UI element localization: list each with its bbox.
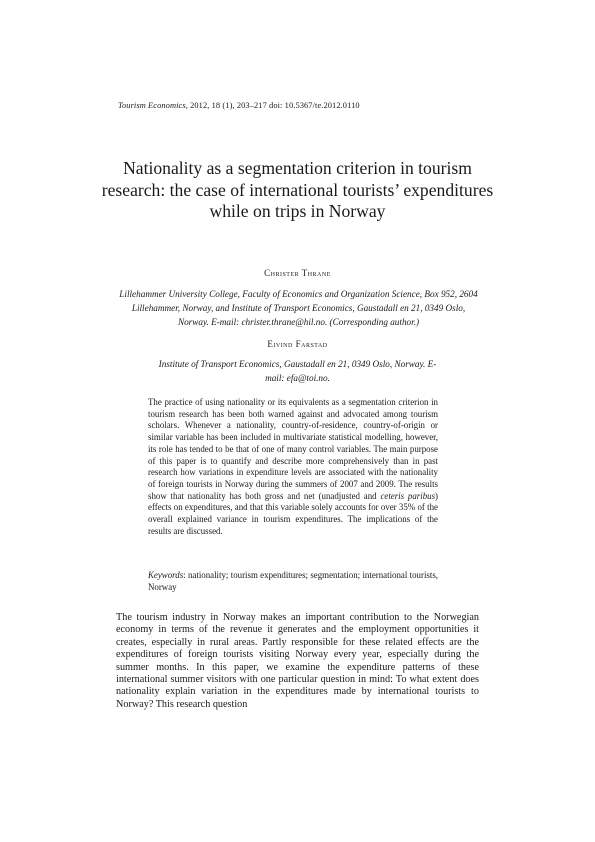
author-name: Eivind Farstad (267, 339, 328, 349)
abstract-text: ) effects on expenditures, and that this variable solely accounts for over 35% of the overall explained variance in tourism expenditures. The implications of the results are discussed. (148, 490, 439, 536)
paper-title: Nationality as a segmentation criterion in tourism research: the case of international tourists’ expenditures while on trips in Norway (101, 158, 494, 221)
abstract-paragraph (148, 397, 438, 537)
keywords-text: : nationality; tourism expenditures; segmentation; international tourists, Norway (148, 570, 438, 592)
abstract (148, 397, 438, 537)
body-paragraph: The tourism industry in Norway makes an important contribution to the Norwegian economy in terms of the revenue it generates and the employment opportunities it creates, especially in rural areas. Partly responsible for these related effects are the expenditures of foreign tourists visiting Norway every year, especially during the summer months. In this paper, we examine the expenditure patterns of these international summer visitors with one particular question in mind: To what extent does nationality explain variation in the expenditures made by international tourists to Norway? This research question (116, 612, 479, 710)
journal-name: Tourism Economics (118, 101, 186, 110)
body-text (116, 612, 479, 711)
citation-header (118, 101, 360, 110)
author-name: Christer Thrane (264, 268, 331, 278)
keywords (148, 570, 438, 593)
author-affiliation: Institute of Transport Economics, Gaustadall en 21, 0349 Oslo, Norway. E-mail: efa@toi.no. (158, 359, 437, 383)
abstract-italic-text: ceteris paribus (380, 490, 436, 501)
abstract-text: The practice of using nationality or its equivalents as a segmentation criterion in tourism research has been both warned against and advocated among tourism scholars. Whenever a nationality, country-of-residence, country-of-origin or similar variable has been included in multivariate statistical modelling, however, its role has tended to be that of one of many control variables. The main purpose of this paper is to quantify and describe more comprehensively than in past research how variations in expenditure levels are associated with the nationality of foreign tourists in Norway during the summers of 2007 and 2009. The results show that nationality has both gross and net (unadjusted and (148, 397, 438, 501)
citation-details: , 2012, 18 (1), 203–217 doi: 10.5367/te.2012.0110 (185, 101, 360, 110)
author-affiliation: Lillehammer University College, Faculty of Economics and Organization Science, Box 952, 2604 Lillehammer, Norway, and Institute of Transport Economics, Gaustadall en 21, 0349 Oslo, Norway. E-mail: christer.thrane@hil.no. (Corresponding author.) (119, 289, 478, 327)
keywords-label: Keywords (148, 570, 184, 580)
